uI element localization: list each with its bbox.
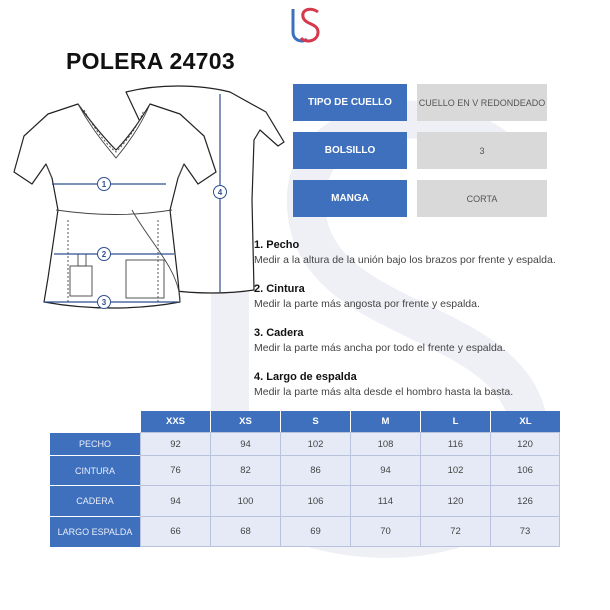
spec-value-sleeve: CORTA <box>417 180 547 217</box>
size-header: M <box>350 411 420 432</box>
table-cell: 92 <box>140 432 210 455</box>
size-header: S <box>280 411 350 432</box>
marker-3: 3 <box>101 298 107 307</box>
table-cell: 94 <box>210 432 280 455</box>
table-cell: 102 <box>280 432 350 455</box>
measure-desc: Medir la parte más ancha por todo el frente y espalda. <box>254 342 506 354</box>
table-cell: 82 <box>210 455 280 485</box>
marker-2: 2 <box>101 250 107 259</box>
measure-title: 2. Cintura <box>254 283 305 295</box>
measure-title: 1. Pecho <box>254 239 300 251</box>
table-cell: 94 <box>140 485 210 516</box>
table-row <box>50 455 560 485</box>
table-cell: 114 <box>350 485 420 516</box>
table-row <box>50 485 560 516</box>
spec-label-pocket: BOLSILLO <box>293 132 407 169</box>
row-header: PECHO <box>50 432 140 455</box>
size-header: L <box>420 411 490 432</box>
measure-waist <box>254 283 604 310</box>
table-cell: 94 <box>350 455 420 485</box>
size-header: XXS <box>140 411 210 432</box>
spec-label-neckline: TIPO DE CUELLO <box>293 84 407 121</box>
table-cell: 120 <box>420 485 490 516</box>
measure-desc: Medir la parte más alta desde el hombro hasta la basta. <box>254 386 514 398</box>
table-row <box>50 516 560 547</box>
garment-diagram <box>8 80 293 330</box>
table-cell: 68 <box>210 516 280 547</box>
measure-back-length <box>254 371 604 398</box>
spec-value-pocket: 3 <box>417 132 547 169</box>
table-row <box>50 432 560 455</box>
measure-title: 4. Largo de espalda <box>254 371 357 383</box>
measure-desc: Medir a la altura de la unión bajo los brazos por frente y espalda. <box>254 254 556 266</box>
table-cell: 116 <box>420 432 490 455</box>
table-cell: 100 <box>210 485 280 516</box>
marker-4: 4 <box>217 188 223 197</box>
row-header: CADERA <box>50 485 140 516</box>
table-cell: 120 <box>490 432 560 455</box>
table-cell: 108 <box>350 432 420 455</box>
table-cell: 69 <box>280 516 350 547</box>
table-cell: 76 <box>140 455 210 485</box>
page-title: POLERA 24703 <box>66 48 235 74</box>
table-cell: 72 <box>420 516 490 547</box>
spec-value-neckline: CUELLO EN V REDONDEADO <box>417 84 547 121</box>
table-cell: 66 <box>140 516 210 547</box>
table-cell: 86 <box>280 455 350 485</box>
size-header: XL <box>490 411 560 432</box>
spec-label-sleeve: MANGA <box>293 180 407 217</box>
marker-1: 1 <box>101 180 107 189</box>
table-cell: 102 <box>420 455 490 485</box>
table-cell: 73 <box>490 516 560 547</box>
table-corner <box>50 411 140 432</box>
table-cell: 106 <box>490 455 560 485</box>
table-cell: 70 <box>350 516 420 547</box>
size-header: XS <box>210 411 280 432</box>
table-cell: 106 <box>280 485 350 516</box>
measure-chest <box>254 239 604 266</box>
size-table <box>50 411 560 547</box>
brand-logo <box>288 6 322 46</box>
row-header: CINTURA <box>50 455 140 485</box>
measure-hip <box>254 327 604 354</box>
measure-desc: Medir la parte más angosta por frente y espalda. <box>254 298 480 310</box>
row-header: LARGO ESPALDA <box>50 516 140 547</box>
measure-title: 3. Cadera <box>254 327 304 339</box>
table-cell: 126 <box>490 485 560 516</box>
